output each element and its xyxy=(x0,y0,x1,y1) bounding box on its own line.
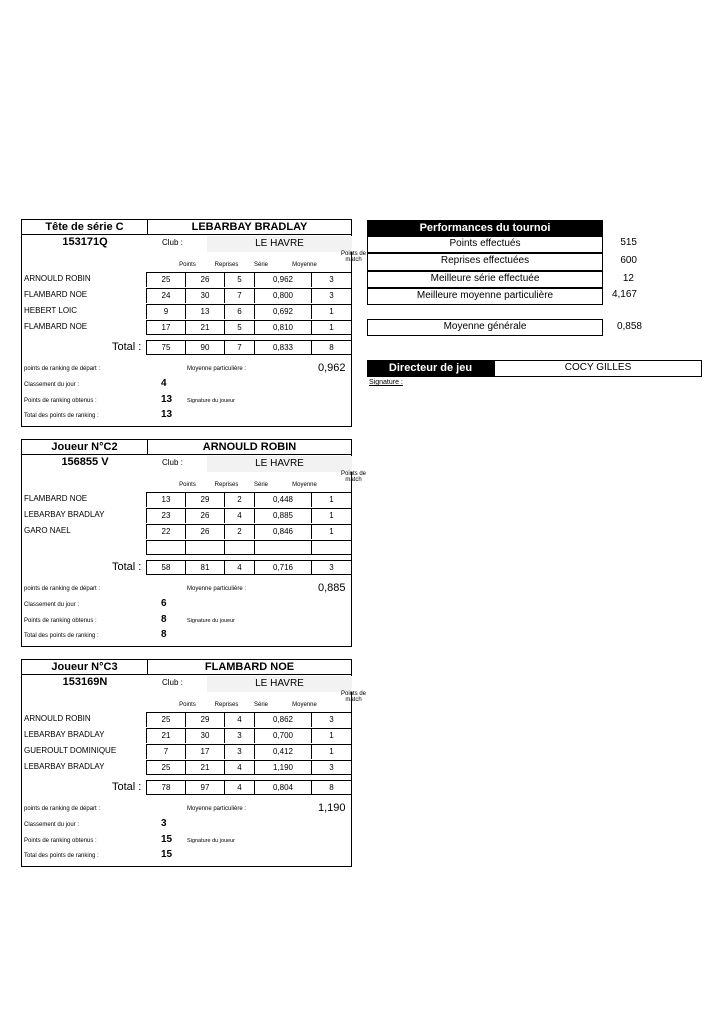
classement-value: 4 xyxy=(161,378,167,389)
perf-moyenne-part-value: 4,167 xyxy=(611,289,637,300)
column-header: Série xyxy=(253,702,268,708)
score-cell: 0,962 xyxy=(254,272,311,287)
perf-moyenne-generale-value: 0,858 xyxy=(616,321,642,332)
ranking-total-label: Total des points de ranking : xyxy=(24,853,99,859)
moyenne-particuliere-label: Moyenne particulière : xyxy=(187,366,247,372)
classement-value: 3 xyxy=(161,818,167,829)
score-cell: 1 xyxy=(311,508,352,523)
club-value: LE HAVRE xyxy=(207,456,352,472)
ranking-total-value: 15 xyxy=(161,849,173,860)
score-cell: 21 xyxy=(185,760,224,775)
total-label: Total : xyxy=(112,561,142,573)
score-cell: 0,862 xyxy=(254,712,311,727)
card-header-seed: Tête de série C xyxy=(22,220,148,235)
performance-title: Performances du tournoi xyxy=(367,220,603,236)
score-cell: 25 xyxy=(146,760,185,775)
card-header-player: ARNOULD ROBIN xyxy=(148,440,351,455)
total-cell: 8 xyxy=(311,340,352,355)
total-cell: 81 xyxy=(185,560,224,575)
player-signature-label: Signature du joueur xyxy=(187,618,236,624)
column-header: Points de match xyxy=(340,471,367,483)
ranking-total-value: 8 xyxy=(161,629,167,640)
score-cell: 29 xyxy=(185,492,224,507)
total-cell: 0,833 xyxy=(254,340,311,355)
score-cell: 5 xyxy=(224,272,254,287)
score-cell: 21 xyxy=(146,728,185,743)
score-cell: 0,885 xyxy=(254,508,311,523)
opponent-name: LEBARBAY BRADLAY xyxy=(24,762,105,771)
perf-moyenne-part-label: Meilleure moyenne particulière xyxy=(367,288,603,305)
column-header: Moyenne xyxy=(292,262,317,268)
score-cell: 3 xyxy=(311,272,352,287)
classement-label: Classement du jour : xyxy=(24,822,80,828)
score-cell: 7 xyxy=(224,288,254,303)
score-cell: 2 xyxy=(224,524,254,539)
column-header: Moyenne xyxy=(292,702,317,708)
total-cell: 3 xyxy=(311,560,352,575)
classement-label: Classement du jour : xyxy=(24,602,80,608)
perf-reprises-label: Reprises effectuées xyxy=(367,253,603,271)
score-cell: 22 xyxy=(146,524,185,539)
club-label: Club : xyxy=(162,238,183,247)
score-cell: 26 xyxy=(185,508,224,523)
opponent-name: ARNOULD ROBIN xyxy=(24,274,91,283)
directeur-signature-label: Signature : xyxy=(369,379,403,386)
ranking-total-label: Total des points de ranking : xyxy=(24,413,99,419)
total-cell: 58 xyxy=(146,560,185,575)
ranking-total-value: 13 xyxy=(161,409,173,420)
score-cell: 3 xyxy=(311,712,352,727)
ranking-start-label: points de ranking de départ : xyxy=(24,806,101,812)
score-cell: 30 xyxy=(185,728,224,743)
score-cell: 1,190 xyxy=(254,760,311,775)
total-cell: 7 xyxy=(224,340,254,355)
total-label: Total : xyxy=(112,341,142,353)
player-card xyxy=(21,439,367,647)
moyenne-particuliere-value: 1,190 xyxy=(318,802,346,814)
ranking-total-label: Total des points de ranking : xyxy=(24,633,99,639)
score-cell: 23 xyxy=(146,508,185,523)
score-cell: 0,810 xyxy=(254,320,311,335)
score-cell: 17 xyxy=(146,320,185,335)
club-label: Club : xyxy=(162,678,183,687)
ranking-obtained-label: Points de ranking obtenus : xyxy=(24,838,97,844)
classement-value: 6 xyxy=(161,598,167,609)
score-cell: 13 xyxy=(146,492,185,507)
total-cell: 0,716 xyxy=(254,560,311,575)
total-cell: 75 xyxy=(146,340,185,355)
perf-points-value: 515 xyxy=(620,237,637,248)
score-cell: 4 xyxy=(224,712,254,727)
opponent-name: FLAMBARD NOE xyxy=(24,322,88,331)
player-licence: 153171Q xyxy=(62,236,108,248)
ranking-start-label: points de ranking de départ : xyxy=(24,586,101,592)
opponent-name: ARNOULD ROBIN xyxy=(24,714,91,723)
score-cell xyxy=(185,540,224,555)
score-cell: 0,846 xyxy=(254,524,311,539)
card-header-seed: Joueur N°C3 xyxy=(22,660,148,675)
perf-reprises-value: 600 xyxy=(620,255,637,266)
classement-label: Classement du jour : xyxy=(24,382,80,388)
score-cell: 0,800 xyxy=(254,288,311,303)
ranking-obtained-value: 13 xyxy=(161,394,173,405)
score-cell: 0,412 xyxy=(254,744,311,759)
column-header: Reprises xyxy=(214,482,239,488)
total-cell: 4 xyxy=(224,780,254,795)
score-cell: 1 xyxy=(311,492,352,507)
perf-serie-label: Meilleure série effectuée xyxy=(367,271,603,288)
score-cell: 6 xyxy=(224,304,254,319)
score-cell: 3 xyxy=(224,728,254,743)
score-cell: 4 xyxy=(224,508,254,523)
opponent-name: FLAMBARD NOE xyxy=(24,494,88,503)
score-cell: 1 xyxy=(311,304,352,319)
total-cell: 90 xyxy=(185,340,224,355)
column-header: Points xyxy=(179,702,196,708)
player-licence: 156855 V xyxy=(61,456,109,468)
player-card xyxy=(21,659,367,867)
club-label: Club : xyxy=(162,458,183,467)
card-header-seed: Joueur N°C2 xyxy=(22,440,148,455)
column-header: Série xyxy=(253,482,268,488)
player-card xyxy=(21,219,367,427)
total-label: Total : xyxy=(112,781,142,793)
score-cell: 2 xyxy=(224,492,254,507)
total-cell: 97 xyxy=(185,780,224,795)
score-cell: 24 xyxy=(146,288,185,303)
score-cell: 0,700 xyxy=(254,728,311,743)
ranking-obtained-label: Points de ranking obtenus : xyxy=(24,618,97,624)
score-cell xyxy=(224,540,254,555)
score-cell: 3 xyxy=(311,760,352,775)
column-header: Points xyxy=(179,482,196,488)
card-header-player: FLAMBARD NOE xyxy=(148,660,351,675)
score-cell: 21 xyxy=(185,320,224,335)
score-cell: 29 xyxy=(185,712,224,727)
score-cell: 26 xyxy=(185,524,224,539)
total-cell: 4 xyxy=(224,560,254,575)
score-cell: 7 xyxy=(146,744,185,759)
column-header: Série xyxy=(253,262,268,268)
column-header: Moyenne xyxy=(292,482,317,488)
score-cell: 1 xyxy=(311,524,352,539)
total-cell: 78 xyxy=(146,780,185,795)
score-cell: 9 xyxy=(146,304,185,319)
score-cell: 5 xyxy=(224,320,254,335)
score-cell: 13 xyxy=(185,304,224,319)
opponent-name: GARO NAEL xyxy=(24,526,71,535)
score-cell: 3 xyxy=(311,288,352,303)
score-cell: 0,448 xyxy=(254,492,311,507)
player-licence: 153169N xyxy=(62,676,108,688)
ranking-obtained-value: 15 xyxy=(161,834,173,845)
score-cell xyxy=(254,540,311,555)
score-cell: 26 xyxy=(185,272,224,287)
perf-serie-value: 12 xyxy=(622,273,634,284)
opponent-name: LEBARBAY BRADLAY xyxy=(24,730,105,739)
score-cell: 30 xyxy=(185,288,224,303)
ranking-start-label: points de ranking de départ : xyxy=(24,366,101,372)
score-cell: 3 xyxy=(224,744,254,759)
player-signature-label: Signature du joueur xyxy=(187,838,236,844)
column-header: Points de match xyxy=(340,251,367,263)
opponent-name: HEBERT LOIC xyxy=(24,306,78,315)
column-header: Points de match xyxy=(340,691,367,703)
opponent-name: GUEROULT DOMINIQUE xyxy=(24,746,117,755)
moyenne-particuliere-label: Moyenne particulière : xyxy=(187,806,247,812)
score-cell: 25 xyxy=(146,272,185,287)
column-header: Reprises xyxy=(214,262,239,268)
ranking-obtained-label: Points de ranking obtenus : xyxy=(24,398,97,404)
perf-points-label: Points effectués xyxy=(367,236,603,253)
column-header: Points xyxy=(179,262,196,268)
opponent-name: FLAMBARD NOE xyxy=(24,290,88,299)
perf-moyenne-generale-label: Moyenne générale xyxy=(367,319,603,336)
moyenne-particuliere-value: 0,885 xyxy=(318,582,346,594)
score-cell xyxy=(311,540,352,555)
moyenne-particuliere-value: 0,962 xyxy=(318,362,346,374)
score-cell: 25 xyxy=(146,712,185,727)
directeur-name: COCY GILLES xyxy=(494,360,702,377)
total-cell: 0,804 xyxy=(254,780,311,795)
directeur-label: Directeur de jeu xyxy=(367,360,494,377)
total-cell: 8 xyxy=(311,780,352,795)
score-cell: 0,692 xyxy=(254,304,311,319)
score-cell: 17 xyxy=(185,744,224,759)
card-header-player: LEBARBAY BRADLAY xyxy=(148,220,351,235)
moyenne-particuliere-label: Moyenne particulière : xyxy=(187,586,247,592)
club-value: LE HAVRE xyxy=(207,676,352,692)
score-cell: 1 xyxy=(311,320,352,335)
ranking-obtained-value: 8 xyxy=(161,614,167,625)
score-cell: 1 xyxy=(311,744,352,759)
club-value: LE HAVRE xyxy=(207,236,352,252)
player-signature-label: Signature du joueur xyxy=(187,398,236,404)
column-header: Reprises xyxy=(214,702,239,708)
score-cell xyxy=(146,540,185,555)
score-cell: 1 xyxy=(311,728,352,743)
score-cell: 4 xyxy=(224,760,254,775)
opponent-name: LEBARBAY BRADLAY xyxy=(24,510,105,519)
